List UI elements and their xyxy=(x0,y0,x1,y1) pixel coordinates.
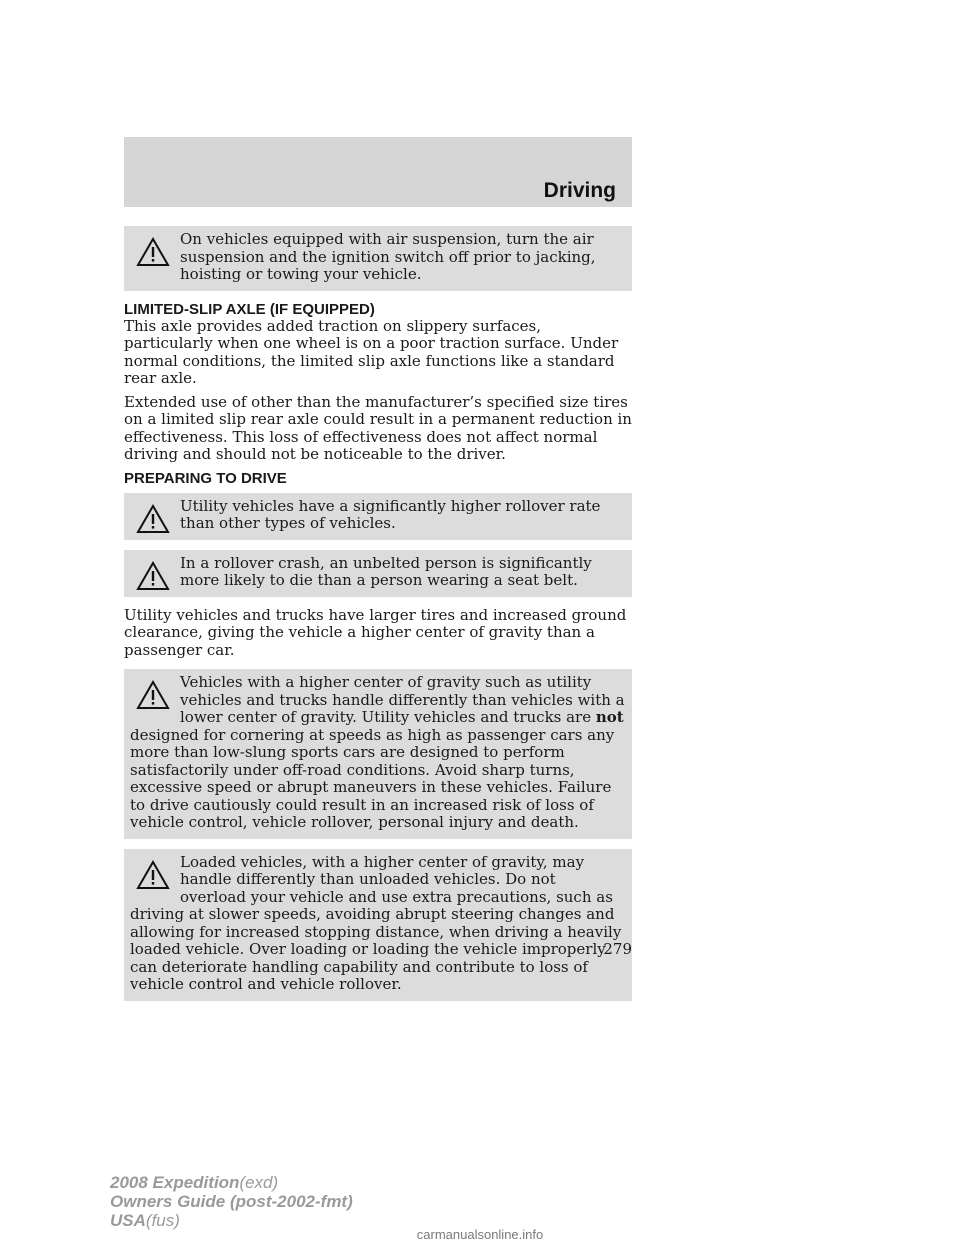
footer-line xyxy=(110,1173,353,1192)
warning-text-part: Vehicles with a higher center of gravity such as utility vehicles and trucks handle differently than vehicles with a lower center of gravity. Utility vehicles and trucks are xyxy=(180,673,625,726)
warning-icon xyxy=(136,504,170,534)
heading-preparing-to-drive: PREPARING TO DRIVE xyxy=(124,469,287,487)
warning-text-bold: not xyxy=(595,708,624,726)
warning-text: Loaded vehicles, with a higher center of gravity, may handle differently than unloaded vehicles. Do not overload your vehicle and use extra precautions, such as driving at slower speeds, avoiding abrupt steering changes and allowing for increased stopping distance, when driving a heavily loaded vehicle. Over loading or loading the vehicle improperly can deteriorate handling capability and contribute to loss of vehicle control and vehicle rollover. xyxy=(130,852,622,993)
footer-market: USA xyxy=(110,1211,146,1230)
footer-line xyxy=(110,1192,353,1211)
warning-icon xyxy=(136,561,170,591)
paragraph: Utility vehicles and trucks have larger tires and increased ground clearance, giving the vehicle a higher center of gravity than a passenger car. xyxy=(124,605,627,659)
heading-limited-slip: LIMITED-SLIP AXLE (IF EQUIPPED) xyxy=(124,300,375,318)
warning-box xyxy=(124,493,632,540)
warning-box xyxy=(124,669,632,839)
warning-text: Utility vehicles have a significantly higher rollover rate than other types of vehicles. xyxy=(180,496,601,532)
warning-icon xyxy=(136,680,170,710)
warning-text-part: designed for cornering at speeds as high as passenger cars any more than low-slung sports cars are designed to perform satisfactorily under off-road conditions. Avoid sharp turns, excessive speed or abrupt maneuvers in these vehicles. Failure to drive cautiously could result in an increased risk of loss of vehicle control, vehicle rollover, personal injury and death. xyxy=(130,725,615,831)
warning-box xyxy=(124,226,632,291)
footer-market-code: (fus) xyxy=(145,1211,180,1230)
page-content xyxy=(124,226,632,1011)
warning-text: On vehicles equipped with air suspension, turn the air suspension and the ignition switch off prior to jacking, hoisting or towing your vehicle. xyxy=(180,230,596,283)
warning-icon xyxy=(136,237,170,267)
page-number: 279 xyxy=(603,940,632,958)
header-band xyxy=(124,137,632,207)
footer-code: (exd) xyxy=(239,1173,279,1192)
warning-text: In a rollover crash, an unbelted person is significantly more likely to die than a person wearing a seat belt. xyxy=(180,553,592,589)
paragraph: This axle provides added traction on slippery surfaces, particularly when one wheel is on a poor traction surface. Under normal conditions, the limited slip axle functions like a standard rear axle. xyxy=(124,316,619,387)
watermark: carmanualsonline.info xyxy=(416,1227,544,1242)
footer-guide: Owners Guide (post-2002-fmt) xyxy=(110,1192,353,1211)
footer-model: 2008 Expedition xyxy=(110,1173,240,1192)
footer-info xyxy=(110,1173,353,1230)
warning-box xyxy=(124,849,632,1001)
paragraph: Extended use of other than the manufacturer’s specified size tires on a limited slip rear axle could result in a permanent reduction in effectiveness. This loss of effectiveness does not affect normal driving and should not be noticeable to the driver. xyxy=(124,392,632,463)
warning-icon xyxy=(136,860,170,890)
section-title: Driving xyxy=(543,179,616,202)
warning-box xyxy=(124,550,632,597)
warning-text xyxy=(130,674,626,832)
